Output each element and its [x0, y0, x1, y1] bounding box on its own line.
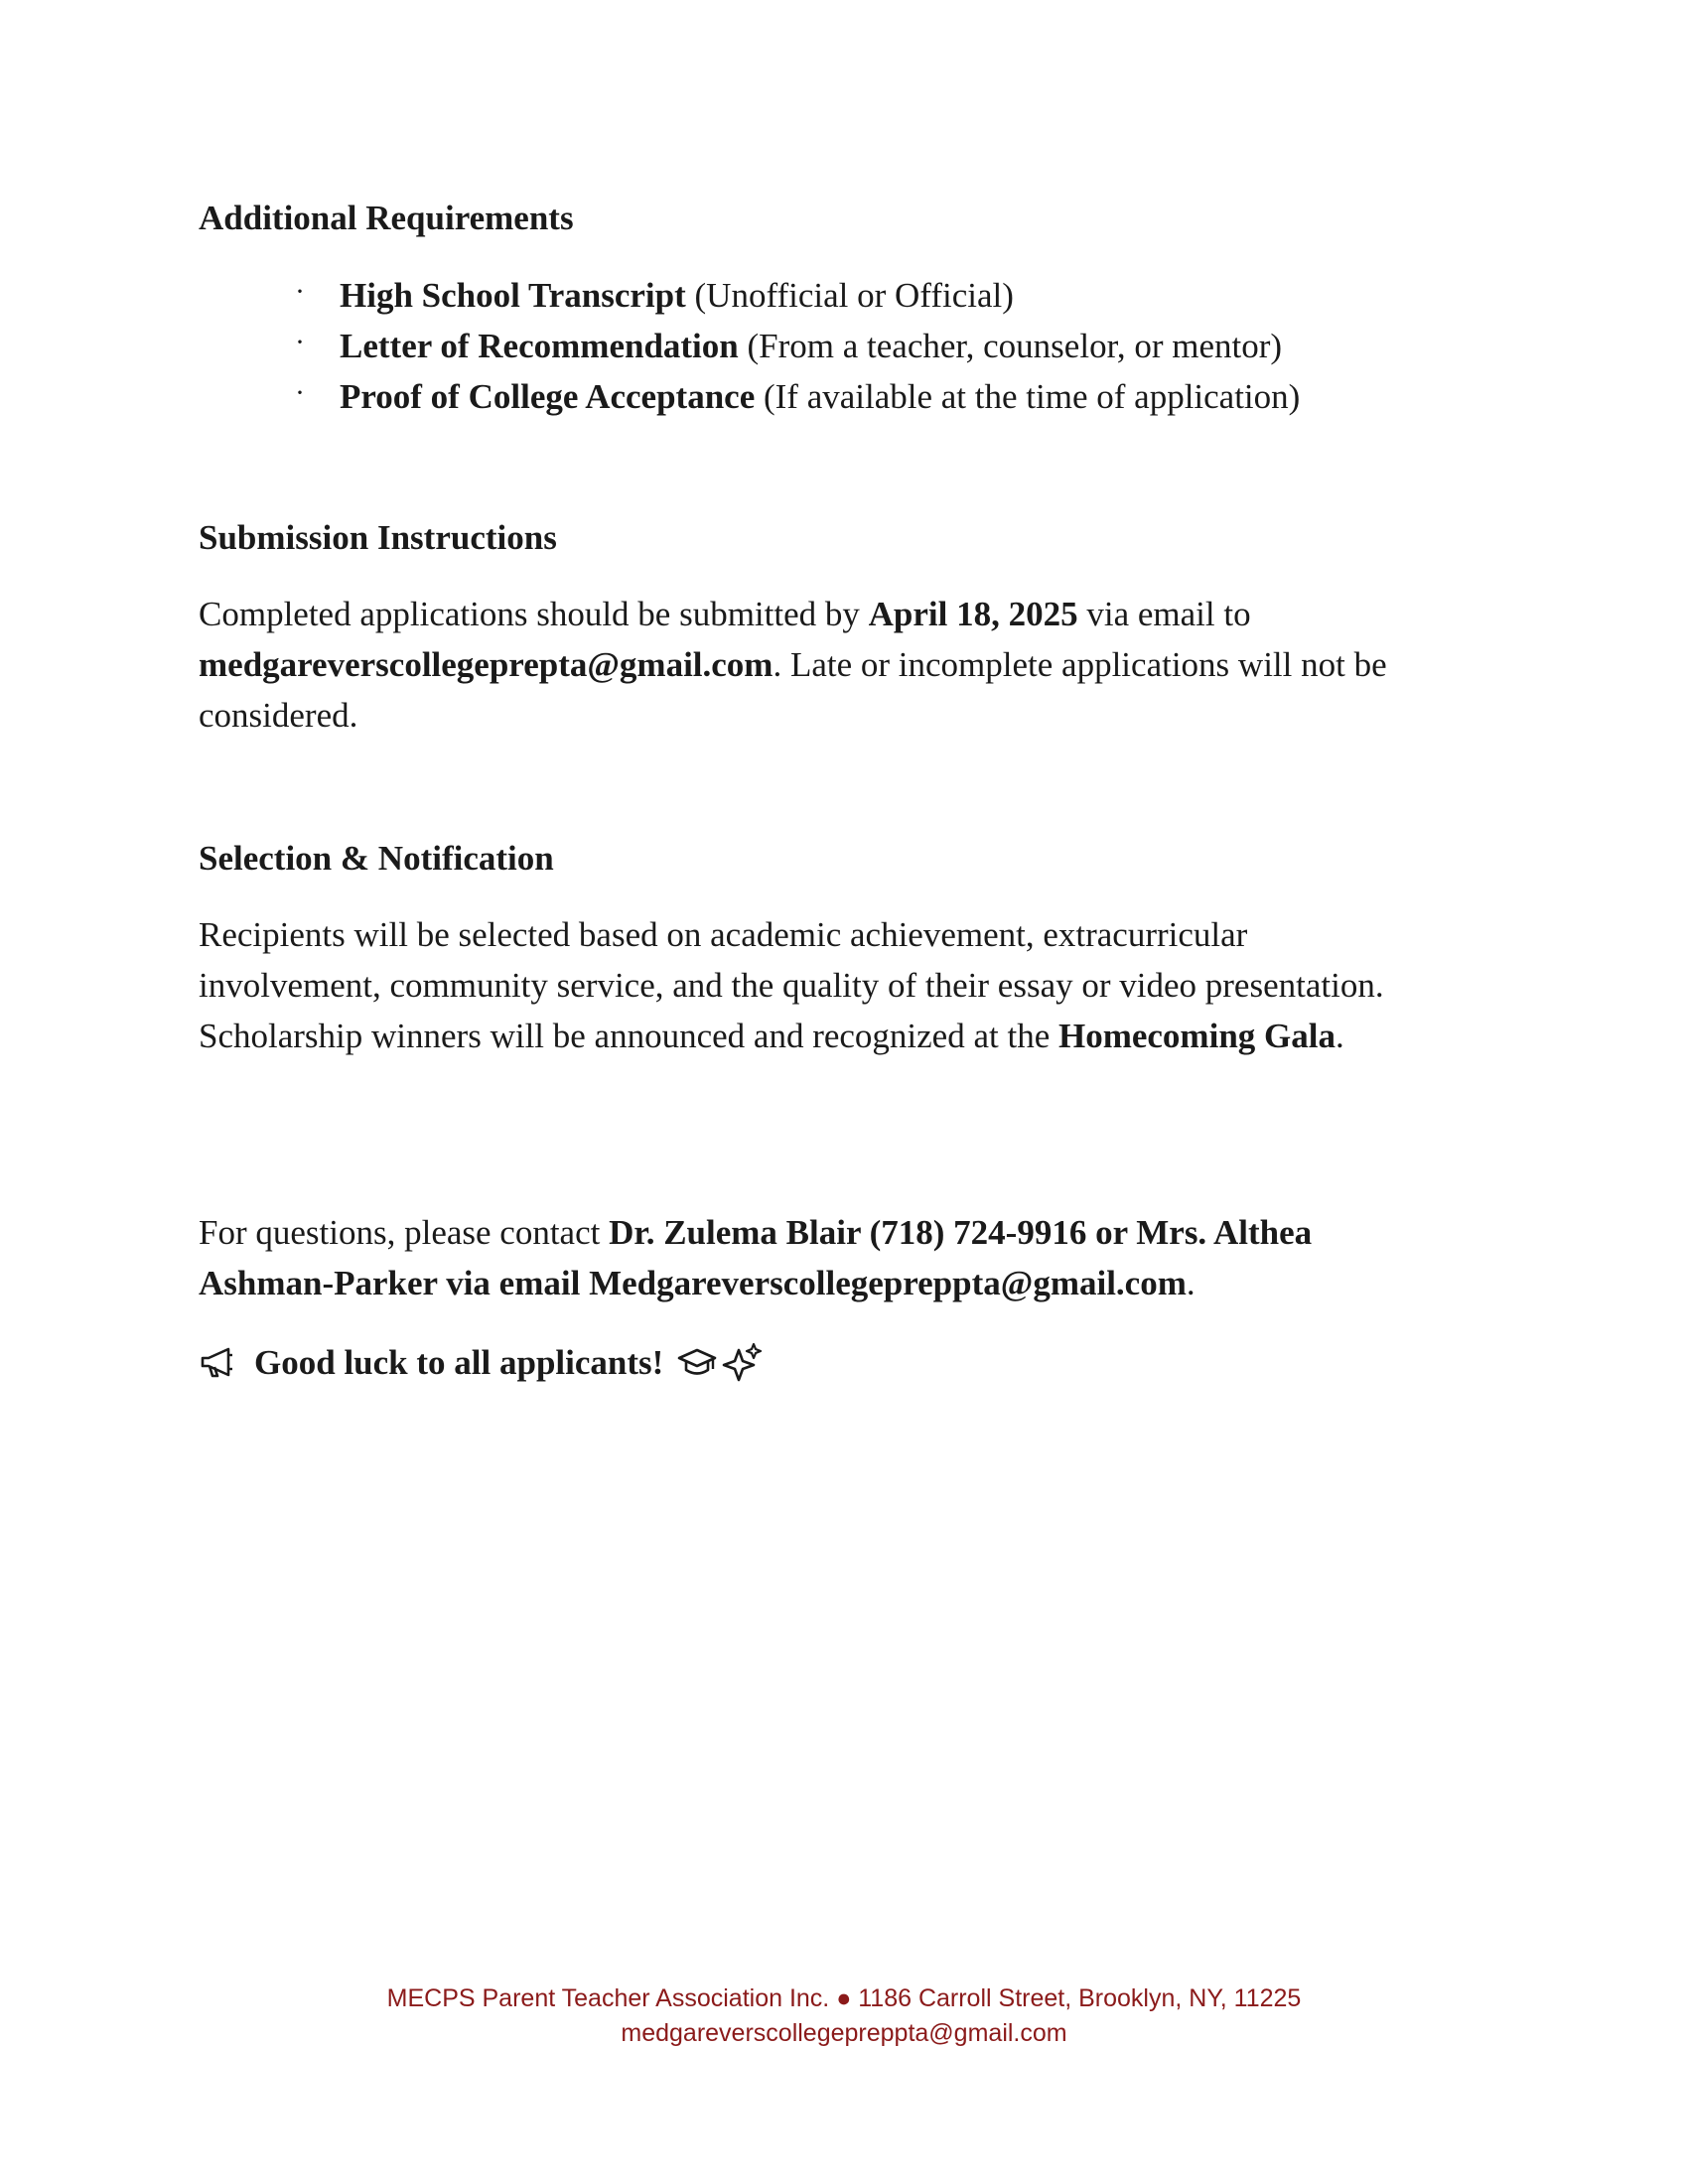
list-item [199, 321, 1489, 371]
selection-notification-heading: Selection & Notification [199, 839, 554, 878]
megaphone-icon [199, 1345, 240, 1381]
list-item [199, 270, 1489, 321]
contact-paragraph [199, 1207, 1450, 1308]
requirement-title: Letter of Recommendation [340, 327, 739, 365]
additional-requirements-heading: Additional Requirements [199, 199, 574, 237]
submission-text: via email to [1077, 595, 1251, 633]
contact-text: . [1186, 1264, 1196, 1302]
submission-paragraph [199, 589, 1489, 741]
requirement-title: Proof of College Acceptance [340, 377, 756, 416]
requirements-list [199, 270, 1489, 422]
bullet: · [295, 376, 305, 409]
submission-text: Completed applications should be submitted by [199, 595, 869, 633]
footer-email[interactable]: medgareverscollegepreppta@gmail.com [621, 2019, 1067, 2047]
requirement-note: (Unofficial or Official) [685, 276, 1014, 315]
requirement-note: (From a teacher, counselor, or mentor) [738, 327, 1283, 365]
submission-text: . Late or incomplete applications will not be considered. [199, 645, 1387, 735]
event-name: Homecoming Gala [1057, 1017, 1336, 1055]
closing-message [199, 1338, 765, 1388]
bullet: · [295, 326, 305, 358]
graduation-cap-icon [677, 1347, 717, 1379]
list-item [199, 371, 1489, 422]
requirement-note: (If available at the time of application) [755, 377, 1301, 416]
sparkles-icon [721, 1342, 765, 1384]
selection-text: Recipients will be selected based on academic achievement, extracurricular involvement, community service, and the quality of their essay or video presentation. Scholarship winners will be announced and recognized at the [199, 915, 1384, 1055]
submission-email[interactable]: medgareverscollegeprepta@gmail.com [199, 645, 774, 684]
contact-text: For questions, please contact [199, 1213, 610, 1252]
closing-text: Good luck to all applicants! [254, 1343, 664, 1382]
footer-address: MECPS Parent Teacher Association Inc. ● 1186 Carroll Street, Brooklyn, NY, 11225 [386, 1984, 1302, 2012]
requirement-title: High School Transcript [340, 276, 686, 315]
contact-details: Dr. Zulema Blair (718) 724-9916 or Mrs. Althea Ashman-Parker via email Medgareverscollegepreppta@gmail.com [199, 1213, 1313, 1302]
deadline-date: April 18, 2025 [868, 595, 1078, 633]
selection-paragraph [199, 909, 1430, 1061]
selection-text: . [1335, 1017, 1344, 1055]
bullet: · [295, 275, 305, 308]
submission-instructions-heading: Submission Instructions [199, 518, 557, 557]
